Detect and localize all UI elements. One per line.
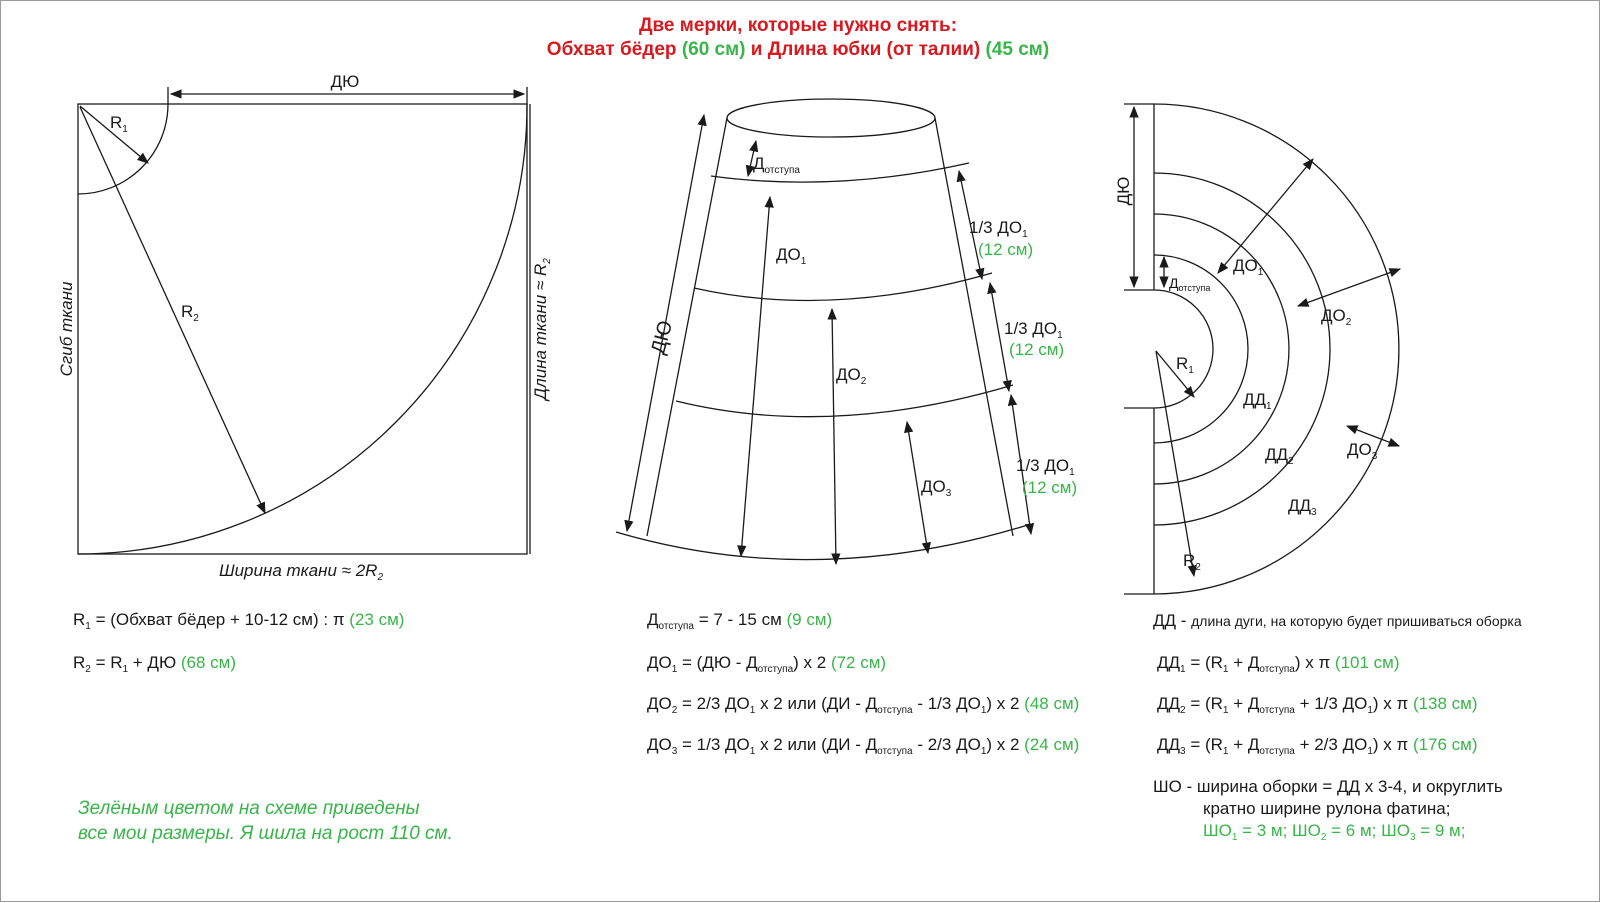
sho-line-2: кратно ширине рулона фатина; — [1203, 799, 1451, 818]
tier-line-3 — [676, 385, 1013, 417]
title-line-1: Две мерки, которые нужно снять: — [638, 15, 958, 36]
right-dyu-label: ДЮ — [1114, 176, 1133, 206]
third-value-3: (12 см) — [1022, 478, 1078, 497]
left-dyu-label: ДЮ — [330, 72, 360, 91]
fabric-rect — [78, 104, 527, 554]
formula-d-otstupa: $Д_{отступа} = 7 - 15$ см (9 см) — [647, 610, 833, 632]
mid-do1-label: $ДО_1$ — [776, 245, 807, 267]
right-dd3-label: $ДД_3$ — [1288, 496, 1317, 518]
formula-do3: $ДО_3 = 1/3$ $ДО_1$ х 2 или ($ДИ - Д_{отступа} - 2/3$ $ДО_1$) х 2 (24 см) — [647, 735, 1080, 757]
fabric-width-label: Ширина ткани ≈ $2R_2$ — [218, 561, 384, 583]
dd2-arc — [1154, 214, 1289, 484]
third-value-2: (12 см) — [1009, 340, 1065, 359]
fabric-length-label: Длина ткани ≈ $R_2$ — [531, 258, 553, 400]
right-r2-label: $R_2$ — [1183, 551, 1201, 573]
third-value-1: (12 см) — [978, 240, 1034, 259]
skirt-waist-ellipse — [727, 99, 935, 137]
right-do2-label: $ДО_2$ — [1321, 306, 1352, 328]
right-do1-label: $ДО_1$ — [1233, 256, 1264, 278]
right-dd1-label: $ДД_1$ — [1243, 390, 1272, 412]
dd-definition: ДД - длина дуги, на которую будет пришиваться оборка — [1153, 611, 1522, 630]
right-do3-label: $ДО_3$ — [1347, 440, 1378, 462]
right-r1-label: $R_1$ — [1176, 354, 1194, 376]
left-r2-label: $R_2$ — [181, 302, 199, 324]
third-label-3: 1/3 $ДО_1$ — [1016, 456, 1075, 478]
third-label-2: 1/3 $ДО_1$ — [1004, 319, 1063, 341]
quarter-circle-pattern — [78, 87, 530, 554]
dd3-arc — [1154, 173, 1330, 525]
mid-do2-label: $ДО_2$ — [836, 365, 867, 387]
note-line-2: все мои размеры. Я шила на рост 110 см. — [78, 823, 453, 844]
formula-r2: $R_2 = R_1$ + ДЮ (68 см) — [73, 653, 237, 675]
formula-dd3: $ДД_3 = (R_1 + Д_{отступа} + 2/3$ $ДО_1$) х π (176 см) — [1157, 735, 1478, 757]
formula-do2: $ДО_2 = 2/3$ $ДО_1$ х 2 или ($ДИ - Д_{отступа} - 1/3$ $ДО_1$) х 2 (48 см) — [647, 694, 1080, 716]
formula-r1: $R_1$ = (Обхват бёдер + 10-12 см) : π (23 см) — [73, 610, 405, 632]
do1-arrow — [741, 197, 770, 556]
formula-dd1: $ДД_1 = (R_1 + Д_{отступа})$ х π (101 см) — [1157, 653, 1400, 675]
tier-line-2 — [694, 273, 992, 300]
r2-arrow — [80, 107, 265, 513]
formula-do1: $ДО_1 = (ДЮ - Д_{отступа})$ х 2 (72 см) — [647, 653, 887, 675]
right-d-label: $Д_{отступа}$ — [1169, 275, 1211, 293]
formula-dd2: $ДД_2 = (R_1 + Д_{отступа} + 1/3$ $ДО_1$) х π (138 см) — [1157, 694, 1478, 716]
third-label-1: 1/3 $ДО_1$ — [969, 218, 1028, 240]
hem-arc — [78, 104, 527, 554]
note-line-1: Зелёным цветом на схеме приведены — [78, 798, 420, 819]
half-circle-ruffle-pattern — [1124, 104, 1400, 594]
sho-line-1: ШО - ширина оборки = ДД х 3-4, и округлить — [1153, 777, 1503, 796]
do2-arrow — [832, 309, 836, 564]
mid-d-label: $Д_{отступа}$ — [753, 154, 800, 176]
skirt-right-side — [935, 118, 1013, 536]
sho-values: $ШО_1 = 3$ м; $ШО_2 = 6$ м; $ШО_3 = 9$ м; — [1203, 821, 1466, 843]
mid-do3-label: $ДО_3$ — [921, 477, 952, 499]
waist-arc — [78, 104, 168, 194]
pattern-diagram — [1, 1, 1600, 903]
right-dd2-label: $ДД_2$ — [1265, 445, 1294, 467]
hem-line — [616, 524, 1031, 560]
right-r2-arrow — [1156, 351, 1194, 576]
mid-dyu-label: ДЮ — [647, 318, 678, 357]
title-line-2: Обхват бёдер (60 см) и Длина юбки (от талии) (45 см) — [546, 39, 1050, 60]
fold-label: Сгиб ткани — [57, 281, 76, 377]
left-r1-label: $R_1$ — [110, 113, 128, 135]
